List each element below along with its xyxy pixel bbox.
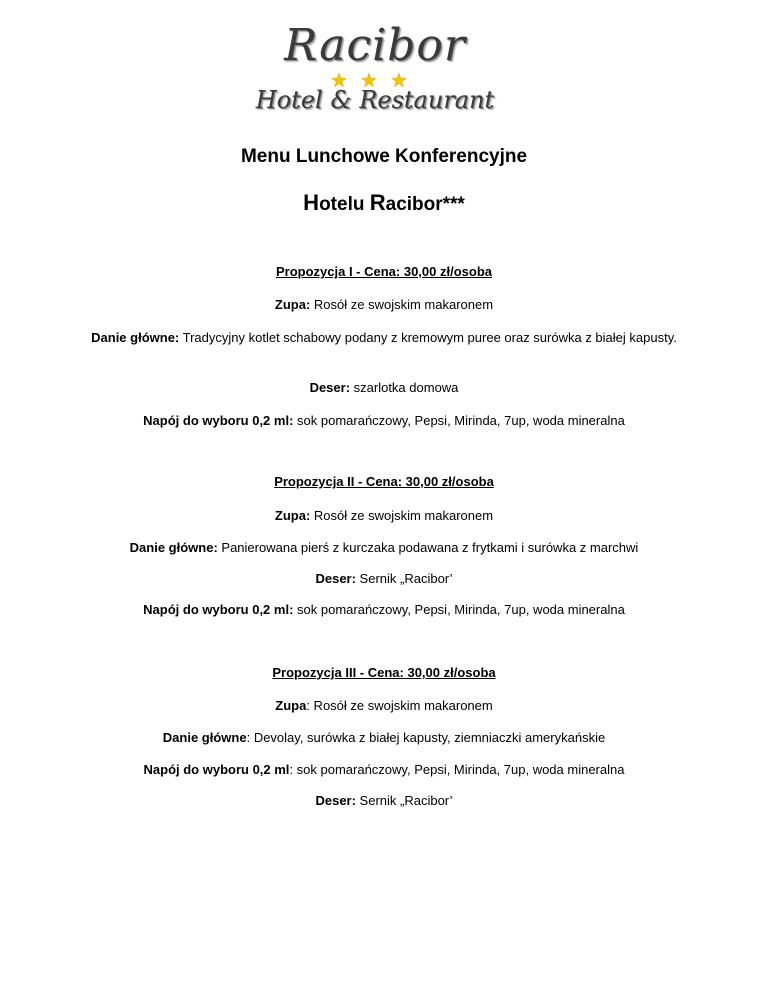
- section-1-soup: [0, 296, 768, 314]
- section-2-dessert-label: Deser:: [315, 571, 356, 586]
- section-1-main-text: Tradycyjny kotlet schabowy podany z kremowym puree oraz surówka z białej kapusty.: [179, 330, 677, 345]
- section-3-soup: [0, 697, 768, 715]
- hotel-title-initial-r: R: [369, 190, 386, 215]
- hotel-title-rest-1: otelu: [319, 194, 370, 215]
- section-1-dessert: [0, 379, 768, 397]
- section-2-main-text: Panierowana pierś z kurczaka podawana z frytkami i surówka z marchwi: [217, 540, 639, 555]
- section-3-main-label: Danie główne: [162, 730, 247, 745]
- section-3-soup-text: : Rosół ze swojskim makaronem: [306, 698, 493, 713]
- logo-tagline: Hotel & Restaurant: [255, 86, 495, 114]
- section-1-soup-label: Zupa:: [274, 297, 311, 312]
- section-2-main-label: Danie główne:: [129, 540, 218, 555]
- section-1-drink-label: Napój do wyboru 0,2 ml:: [143, 413, 294, 428]
- section-2-drink: [0, 601, 768, 619]
- section-1-dessert-label: Deser:: [309, 380, 351, 395]
- section-2-soup-label: Zupa:: [274, 508, 311, 523]
- section-3-dessert-label: Deser:: [315, 793, 356, 808]
- section-3-drink: [0, 761, 768, 779]
- hotel-title-rest-2: acibor***: [385, 194, 465, 215]
- section-2-soup: [0, 507, 768, 525]
- section-3-drink-text: : sok pomarańczowy, Pepsi, Mirinda, 7up, woda mineralna: [289, 762, 625, 777]
- section-3-soup-label: Zupa: [275, 698, 307, 713]
- section-3-dessert-text: Sernik „Racibor’: [355, 793, 453, 808]
- menu-title: Menu Lunchowe Konferencyjne: [240, 146, 528, 167]
- section-2-drink-label: Napój do wyboru 0,2 ml:: [143, 602, 294, 617]
- section-2-dessert: [0, 570, 768, 588]
- section-2-drink-text: sok pomarańczowy, Pepsi, Mirinda, 7up, woda mineralna: [293, 602, 625, 617]
- section-3-main: [0, 729, 768, 747]
- section-1-main: [80, 329, 688, 347]
- section-2-main: [0, 539, 768, 557]
- section-1-drink-text: sok pomarańczowy, Pepsi, Mirinda, 7up, woda mineralna: [293, 413, 625, 428]
- section-2-heading: Propozycja II - Cena: 30,00 zł/osoba: [274, 474, 494, 489]
- hotel-title: [0, 190, 768, 216]
- section-3-dessert: [0, 792, 768, 810]
- section-2-dessert-text: Sernik „Racibor’: [355, 571, 453, 586]
- section-1-heading: Propozycja I - Cena: 30,00 zł/osoba: [275, 264, 492, 279]
- hotel-title-initial-h: H: [303, 190, 320, 215]
- section-3-main-text: : Devolay, surówka z białej kapusty, ziemniaczki amerykańskie: [246, 730, 606, 745]
- section-1-soup-text: Rosół ze swojskim makaronem: [310, 297, 494, 312]
- section-3-heading: Propozycja III - Cena: 30,00 zł/osoba: [272, 665, 496, 680]
- section-3-drink-label: Napój do wyboru 0,2 ml: [143, 762, 290, 777]
- section-2-soup-text: Rosół ze swojskim makaronem: [310, 508, 494, 523]
- section-1-main-label: Danie główne:: [91, 330, 180, 345]
- logo-stars: ★★★: [330, 70, 420, 92]
- section-1-drink: [0, 412, 768, 430]
- logo-name: Racibor: [284, 20, 466, 71]
- hotel-logo: [255, 14, 495, 120]
- section-1-dessert-text: szarlotka domowa: [350, 380, 459, 395]
